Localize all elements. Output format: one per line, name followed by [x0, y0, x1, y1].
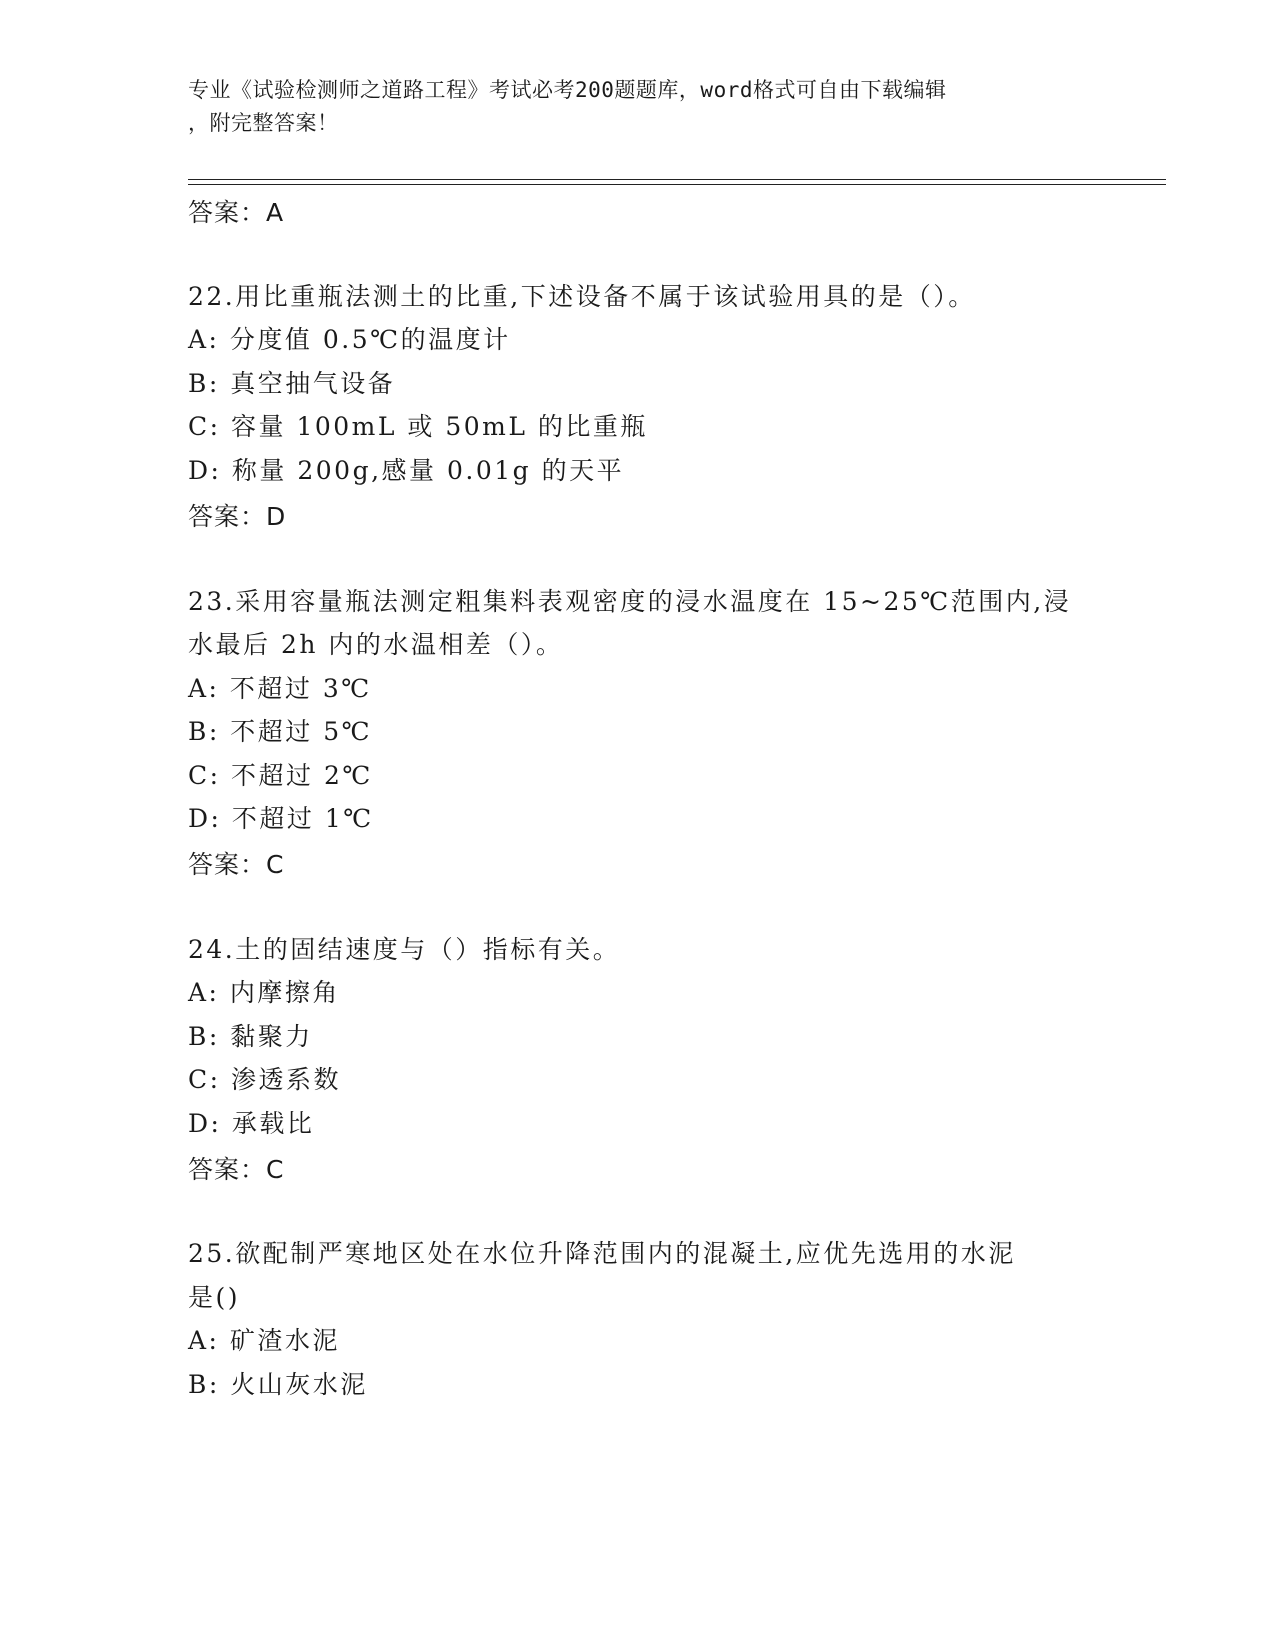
question-25-stem-line-2: 是() — [188, 1283, 241, 1312]
question-22-option-a: A: 分度值 0.5℃的温度计 — [188, 325, 511, 354]
question-22-answer: 答案：D — [188, 502, 287, 531]
question-25-stem-line-1: 25.欲配制严寒地区处在水位升降范围内的混凝土,应优先选用的水泥 — [188, 1239, 1016, 1268]
question-23-option-c: C: 不超过 2℃ — [188, 761, 373, 790]
question-24-stem: 24.土的固结速度与（）指标有关。 — [188, 935, 621, 964]
question-22-option-c: C: 容量 100mL 或 50mL 的比重瓶 — [188, 412, 648, 441]
question-23-option-b: B: 不超过 5℃ — [188, 717, 373, 746]
question-23-option-a: A: 不超过 3℃ — [188, 674, 372, 703]
question-22-option-d: D: 称量 200g,感量 0.01g 的天平 — [188, 456, 625, 485]
header-divider-bottom — [188, 184, 1166, 185]
question-23-answer: 答案：C — [188, 850, 285, 879]
question-22-option-b: B: 真空抽气设备 — [188, 369, 396, 398]
question-24-option-c: C: 渗透系数 — [188, 1065, 341, 1094]
question-23-stem-line-1: 23.采用容量瓶法测定粗集料表观密度的浸水温度在 15~25℃范围内,浸 — [188, 587, 1072, 616]
question-24-option-a: A: 内摩擦角 — [188, 978, 340, 1007]
question-23-option-d: D: 不超过 1℃ — [188, 804, 374, 833]
question-24-option-d: D: 承载比 — [188, 1109, 315, 1138]
question-25-option-b: B: 火山灰水泥 — [188, 1370, 368, 1399]
question-24-answer: 答案：C — [188, 1155, 285, 1184]
header-line-1: 专业《试验检测师之道路工程》考试必考200题题库，word格式可自由下载编辑 — [188, 78, 947, 102]
question-22-stem: 22.用比重瓶法测土的比重,下述设备不属于该试验用具的是（）。 — [188, 282, 976, 311]
question-24-option-b: B: 黏聚力 — [188, 1022, 313, 1051]
previous-answer: 答案：A — [188, 198, 285, 227]
question-23-stem-line-2: 水最后 2h 内的水温相差（）。 — [188, 630, 564, 659]
header-line-2: ，附完整答案！ — [188, 111, 339, 135]
question-25-option-a: A: 矿渣水泥 — [188, 1326, 340, 1355]
header-divider-top — [188, 179, 1166, 180]
document-header — [188, 74, 1088, 140]
